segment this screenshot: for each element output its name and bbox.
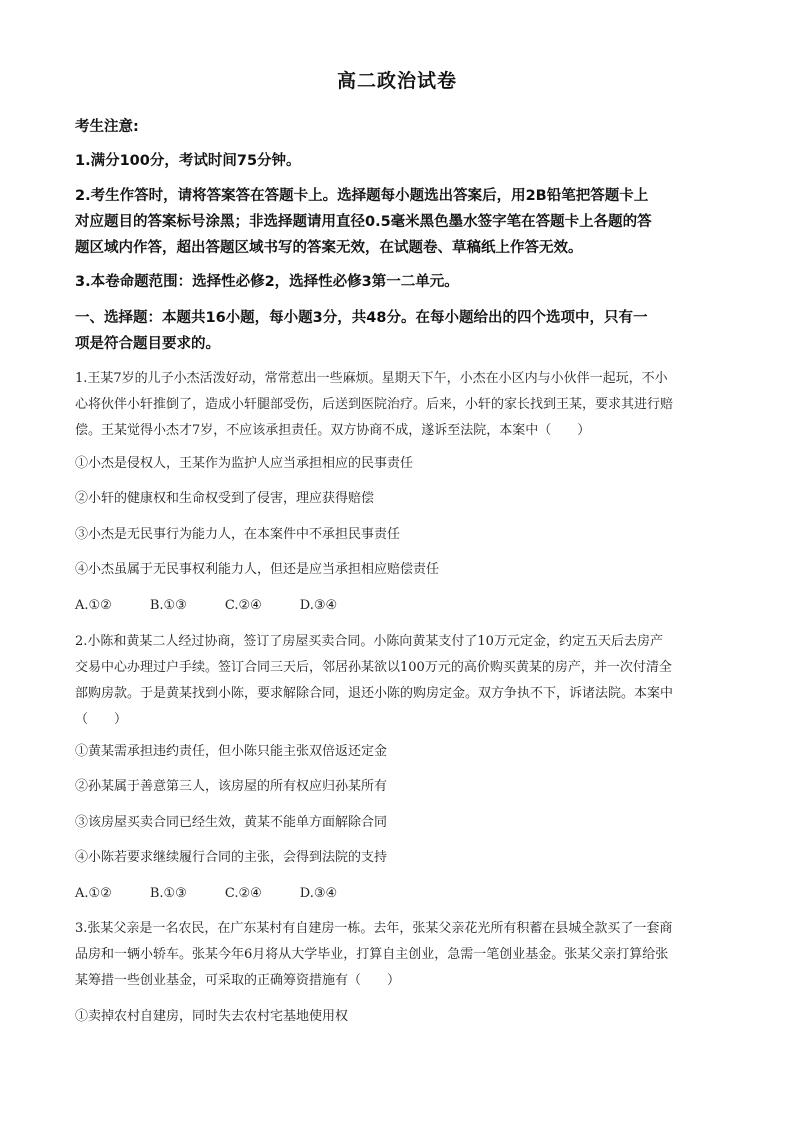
choice-c: C.②④ (224, 886, 262, 901)
question-stem-line: 3.张某父亲是一名农民，在广东某村有自建房一栋。去年，张某父亲花光所有积蓄在县城全款买了一套商 (75, 921, 673, 936)
question-2-option: ③该房屋买卖合同已经生效，黄某不能单方面解除合同 (75, 815, 388, 830)
section-heading (75, 305, 727, 357)
question-stem-line: 部购房款。于是黄某找到小陈，要求解除合同，退还小陈的购房定金。双方争执不下，诉诸法院。本案中 (75, 686, 674, 701)
question-stem-line: 偿。王某觉得小杰才7岁，不应该承担责任。双方协商不成，遂诉至法院，本案中（ ） (75, 423, 591, 438)
section-heading-line: 项是符合题目要求的。 (75, 336, 220, 352)
question-1-choices (75, 593, 727, 619)
notice-item-2-line: 2.考生作答时，请将答案答在答题卡上。选择题每小题选出答案后，用2B铅笔把答题卡上 (75, 188, 649, 204)
question-3-option: ①卖掉农村自建房，同时失去农村宅基地使用权 (75, 1009, 349, 1024)
choice-b: B.①③ (149, 598, 187, 613)
question-stem-line: 1.王某7岁的儿子小杰活泼好动，常常惹出一些麻烦。星期天下午，小杰在小区内与小伙伴一起玩，不小 (75, 371, 668, 386)
question-stem-line: 2.小陈和黄某二人经过协商，签订了房屋买卖合同。小陈向黄某支付了10万元定金，约定五天后去房产 (75, 634, 663, 649)
notice-item-2-line: 题区域内作答，超出答题区域书写的答案无效，在试题卷、草稿纸上作答无效。 (75, 240, 583, 256)
notice-item-2 (75, 183, 727, 261)
question-2-option: ①黄某需承担违约责任，但小陈只能主张双倍返还定金 (75, 744, 388, 759)
question-1-option: ③小杰是无民事行为能力人，在本案件中不承担民事责任 (75, 527, 401, 542)
question-2-option: ②孙某属于善意第三人，该房屋的所有权应归孙某所有 (75, 779, 388, 794)
notice-item-3: 3.本卷命题范围：选择性必修2，选择性必修3第一二单元。 (75, 274, 459, 290)
section-heading-line: 一、选择题：本题共16小题，每小题3分，共48分。在每小题给出的四个选项中，只有一 (75, 310, 648, 326)
question-3-stem (75, 916, 727, 994)
choice-b: B.①③ (149, 886, 187, 901)
notice-item-1: 1.满分100分，考试时间75分钟。 (75, 153, 301, 169)
question-stem-line: 某筹措一些创业基金，可采取的正确筹资措施有（ ） (75, 973, 401, 988)
page-title: 高二政治试卷 (336, 70, 457, 92)
question-2-choices (75, 881, 727, 907)
question-1-option: ①小杰是侵权人，王某作为监护人应当承担相应的民事责任 (75, 456, 414, 471)
choice-d: D.③④ (299, 598, 338, 613)
question-2-stem (75, 629, 727, 733)
question-1-option: ④小杰虽属于无民事权利能力人，但还是应当承担相应赔偿责任 (75, 562, 440, 577)
choice-a: A.①② (75, 886, 112, 901)
question-stem-line: （ ） (75, 712, 128, 727)
notice-heading: 考生注意: (75, 119, 139, 135)
question-stem-line: 交易中心办理过户手续。签订合同三天后，邻居孙某欲以100万元的高价购买黄某的房产，并一次付清全 (75, 660, 672, 675)
notice-item-2-line: 对应题目的答案标号涂黑；非选择题请用直径0.5毫米黑色墨水签字笔在答题卡上各题的答 (75, 214, 652, 230)
question-2-option: ④小陈若要求继续履行合同的主张，会得到法院的支持 (75, 850, 388, 865)
question-1-stem (75, 366, 727, 444)
choice-a: A.①② (75, 598, 112, 613)
question-1-option: ②小轩的健康权和生命权受到了侵害，理应获得赔偿 (75, 491, 375, 506)
choice-d: D.③④ (299, 886, 338, 901)
question-stem-line: 心将伙伴小轩推倒了，造成小轩腿部受伤，后送到医院治疗。后来，小轩的家长找到王某，要求其进行赔 (75, 397, 674, 412)
choice-c: C.②④ (224, 598, 262, 613)
question-stem-line: 品房和一辆小轿车。张某今年6月将从大学毕业，打算自主创业，急需一笔创业基金。张某父亲打算给张 (75, 947, 669, 962)
